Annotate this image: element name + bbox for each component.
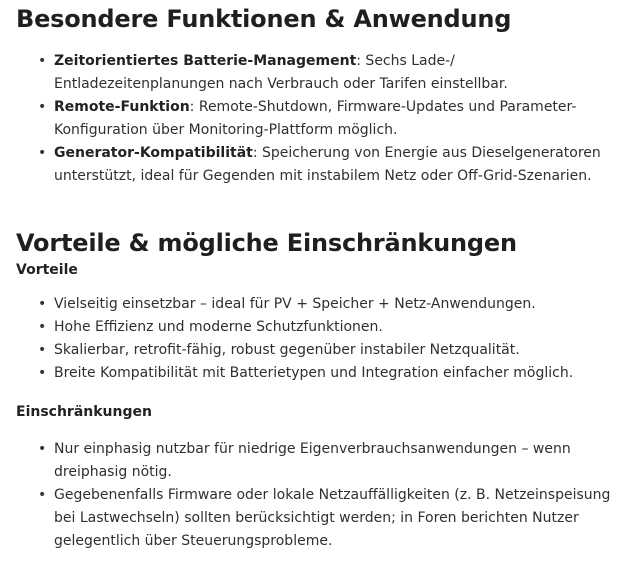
list-item (38, 484, 628, 553)
list-item-text: Nur einphasig nutzbar für niedrige Eigenverbrauchsanwendungen – wenn dreiphasig nötig. (54, 441, 571, 480)
subheading-vorteile: Vorteile (16, 262, 78, 278)
list-item (38, 142, 628, 188)
list-item (38, 438, 628, 484)
feature-term: Remote-Funktion (54, 99, 190, 115)
list-item-text: Hohe Effizienz und moderne Schutzfunktionen. (54, 319, 383, 335)
bullet-icon: • (38, 441, 47, 457)
bullet-icon: • (38, 319, 47, 335)
feature-term: Generator-Kompatibilität (54, 145, 253, 161)
bullet-icon: • (38, 365, 47, 381)
list-item (38, 339, 628, 362)
limitations-list (38, 438, 628, 553)
section-heading-vorteile-einschraenkungen: Vorteile & mögliche Einschränkungen (16, 229, 517, 257)
bullet-icon: • (38, 296, 47, 312)
feature-description: : Remote-Shutdown, Firmware-Updates und Parameter-Konfiguration über Monitoring-Plattform möglich. (54, 99, 577, 138)
bullet-icon: • (38, 145, 47, 161)
subheading-einschraenkungen: Einschränkungen (16, 404, 152, 420)
list-item (38, 293, 628, 316)
section-heading-funktionen: Besondere Funktionen & Anwendung (16, 5, 512, 33)
feature-description: : Sechs Lade-/ Entladezeitenplanungen nach Verbrauch oder Tarifen einstellbar. (54, 53, 508, 92)
advantages-list (38, 293, 628, 385)
list-item-text: Vielseitig einsetzbar – ideal für PV + Speicher + Netz-Anwendungen. (54, 296, 536, 312)
list-item (38, 50, 628, 96)
feature-description: : Speicherung von Energie aus Dieselgeneratoren unterstützt, ideal für Gegenden mit instabilem Netz oder Off-Grid-Szenarien. (54, 145, 601, 184)
list-item (38, 96, 628, 142)
feature-list (38, 50, 628, 188)
list-item-text: Breite Kompatibilität mit Batterietypen und Integration einfacher möglich. (54, 365, 574, 381)
list-item-text: Gegebenenfalls Firmware oder lokale Netzauffälligkeiten (z. B. Netzeinspeisung bei Lastwechseln) sollten berücksichtigt werden; in Foren berichten Nutzer gelegentlich über Steuerungsprobleme. (54, 487, 611, 549)
bullet-icon: • (38, 342, 47, 358)
list-item (38, 362, 628, 385)
list-item-text: Skalierbar, retrofit-fähig, robust gegenüber instabiler Netzqualität. (54, 342, 520, 358)
list-item (38, 316, 628, 339)
bullet-icon: • (38, 99, 47, 115)
feature-term: Zeitorientiertes Batterie-Management (54, 53, 357, 69)
bullet-icon: • (38, 53, 47, 69)
bullet-icon: • (38, 487, 47, 503)
